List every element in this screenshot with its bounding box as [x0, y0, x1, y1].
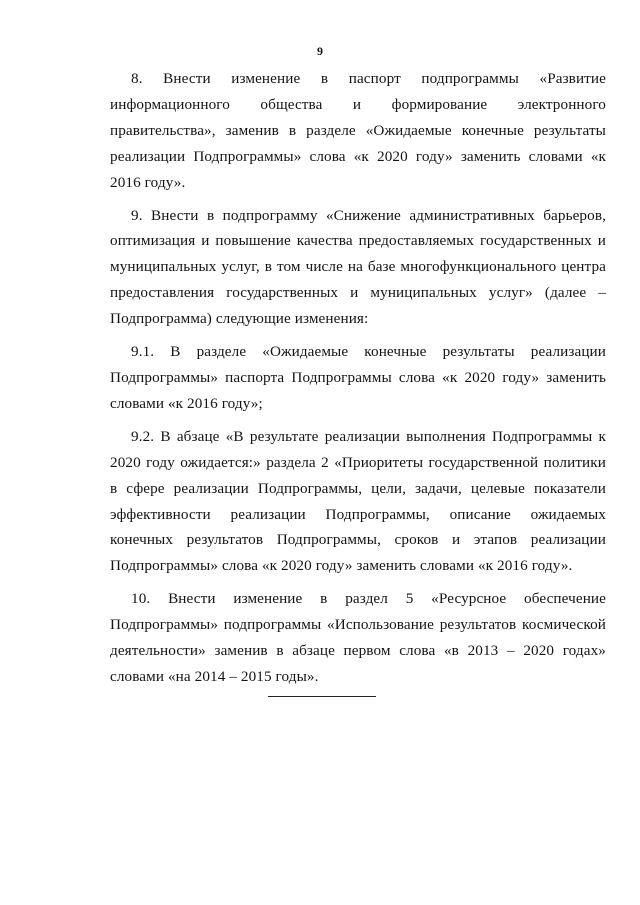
closing-divider: [268, 696, 376, 697]
paragraph-9-2: 9.2. В абзаце «В результате реализации выполнения Подпрограммы к 2020 году ожидается:» раздела 2 «Приоритеты государственной политики в сфере реализации Подпрограммы, цели, задачи, целевые показатели эффективности реализации Подпрограммы, описание ожидаемых конечных результатов Подпрограммы, сроков и этапов реализации Подпрограммы» слова «к 2020 году» заменить словами «к 2016 году».: [110, 427, 606, 575]
paragraph-8: 8. Внести изменение в паспорт подпрограммы «Развитие информационного общества и формирование электронного правительства», заменив в разделе «Ожидаемые конечные результаты реализации Подпрограммы» слова «к 2020 году» заменить словами «к 2016 году».: [110, 70, 606, 191]
document-body: [110, 66, 606, 697]
page-number: 9: [317, 44, 323, 58]
paragraph-9-1: 9.1. В разделе «Ожидаемые конечные результаты реализации Подпрограммы» паспорта Подпрограммы слова «к 2020 году» заменить словами «к 2016 году»;: [110, 343, 606, 412]
paragraph-9: 9. Внести в подпрограмму «Снижение административных барьеров, оптимизация и повышение качества предоставляемых государственных и муниципальных услуг, в том числе на базе многофункционального центра предоставления государственных и муниципальных услуг» (далее – Подпрограмма) следующие изменения:: [110, 206, 606, 328]
paragraph-10: 10. Внести изменение в раздел 5 «Ресурсное обеспечение Подпрограммы» подпрограммы «Использование результатов космической деятельности» заменив в абзаце первом слова «в 2013 – 2020 годах» словами «на 2014 – 2015 годы».: [110, 590, 606, 685]
